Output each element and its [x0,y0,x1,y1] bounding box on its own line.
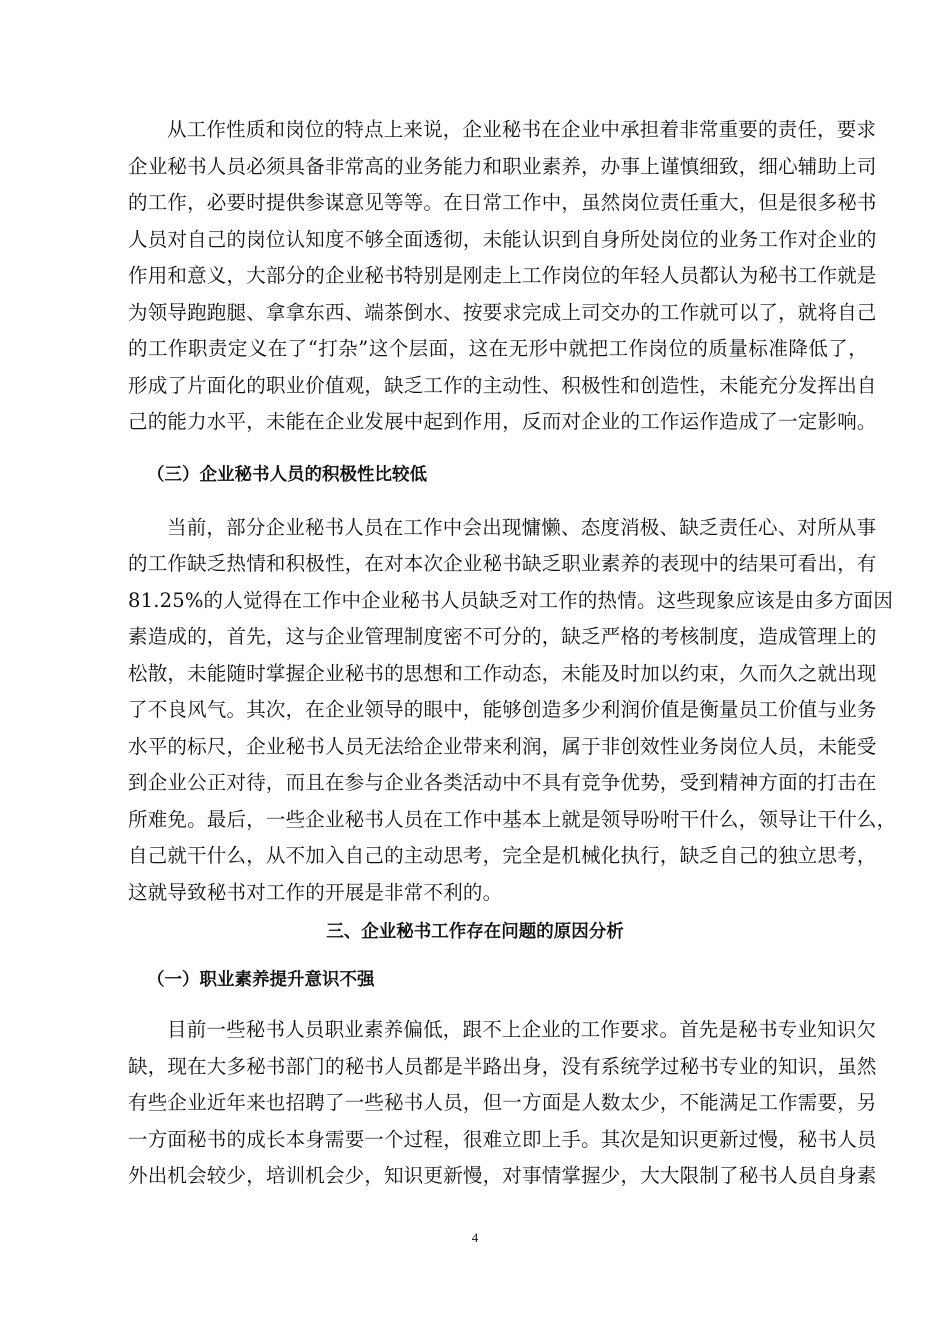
paragraph-line: 己的能力水平，未能在企业发展中起到作用，反而对企业的工作运作造成了一定影响。 [128,410,877,433]
paragraph-line: 素造成的，首先，这与企业管理制度密不可分的，缺乏严格的考核制度，造成管理上的 [128,625,877,648]
paragraph-line: 目前一些秘书人员职业素养偏低，跟不上企业的工作要求。首先是秘书专业知识欠 [167,1018,877,1041]
paragraph-line: 形成了片面化的职业价值观，缺乏工作的主动性、积极性和创造性，未能充分发挥出自 [128,374,877,397]
paragraph-line: 人员对自己的岗位认知度不够全面透彻，未能认识到自身所处岗位的业务工作对企业的 [128,228,877,251]
paragraph-line: 81.25%的人觉得在工作中企业秘书人员缺乏对工作的热情。这些现象应该是由多方面因 [128,589,894,612]
paragraph-line: 为领导跑跑腿、拿拿东西、端茶倒水、按要求完成上司交办的工作就可以了，就将自己 [128,301,877,324]
paragraph-line: 当前，部分企业秘书人员在工作中会出现慵懒、态度消极、缺乏责任心、对所从事 [167,516,877,539]
paragraph-line: 松散，未能随时掌握企业秘书的思想和工作动态，未能及时加以约束，久而久之就出现 [128,662,877,685]
paragraph-line: 一方面秘书的成长本身需要一个过程，很难立即上手。其次是知识更新过慢，秘书人员 [128,1128,877,1151]
subsection-heading: （一）职业素养提升意识不强 [147,970,375,990]
paragraph-line: 的工作，必要时提供参谋意见等等。在日常工作中，虽然岗位责任重大，但是很多秘书 [128,191,877,214]
subsection-heading: （三）企业秘书人员的积极性比较低 [147,465,427,485]
paragraph-line: 到企业公正对待，而且在参与企业各类活动中不具有竞争优势，受到精神方面的打击在 [128,771,877,794]
page-number: 4 [471,1230,479,1245]
paragraph-line: 了不良风气。其次，在企业领导的眼中，能够创造多少利润价值是衡量员工价值与业务 [128,698,877,721]
paragraph-line: 的工作职责定义在了“打杂”这个层面，这在无形中就把工作岗位的质量标准降低了， [128,337,868,360]
paragraph-line: 有些企业近年来也招聘了一些秘书人员，但一方面是人数太少，不能满足工作需要，另 [128,1091,877,1114]
paragraph-line: 的工作缺乏热情和积极性，在对本次企业秘书缺乏职业素养的表现中的结果可看出，有 [128,552,877,575]
paragraph-line: 从工作性质和岗位的特点上来说，企业秘书在企业中承担着非常重要的责任，要求 [167,118,877,141]
paragraph-line: 水平的标尺，企业秘书人员无法给企业带来利润，属于非创效性业务岗位人员，未能受 [128,735,877,758]
paragraph-line: 外出机会较少，培训机会少，知识更新慢，对事情掌握少，大大限制了秘书人员自身素 [128,1164,877,1187]
paragraph-line: 作用和意义，大部分的企业秘书特别是刚走上工作岗位的年轻人员都认为秘书工作就是 [128,264,877,287]
paragraph-line: 这就导致秘书对工作的开展是非常不利的。 [128,881,503,904]
paragraph-line: 所难免。最后，一些企业秘书人员在工作中基本上就是领导吩咐干什么，领导让干什么， [128,808,897,831]
paragraph-line: 自己就干什么，从不加入自己的主动思考，完全是机械化执行，缺乏自己的独立思考， [128,844,877,867]
paragraph-line: 缺，现在大多秘书部门的秘书人员都是半路出身，没有系统学过秘书专业的知识，虽然 [128,1055,877,1078]
section-title: 三、企业秘书工作存在问题的原因分析 [326,922,624,942]
paragraph-line: 企业秘书人员必须具备非常高的业务能力和职业素养，办事上谨慎细致，细心辅助上司 [128,155,877,178]
